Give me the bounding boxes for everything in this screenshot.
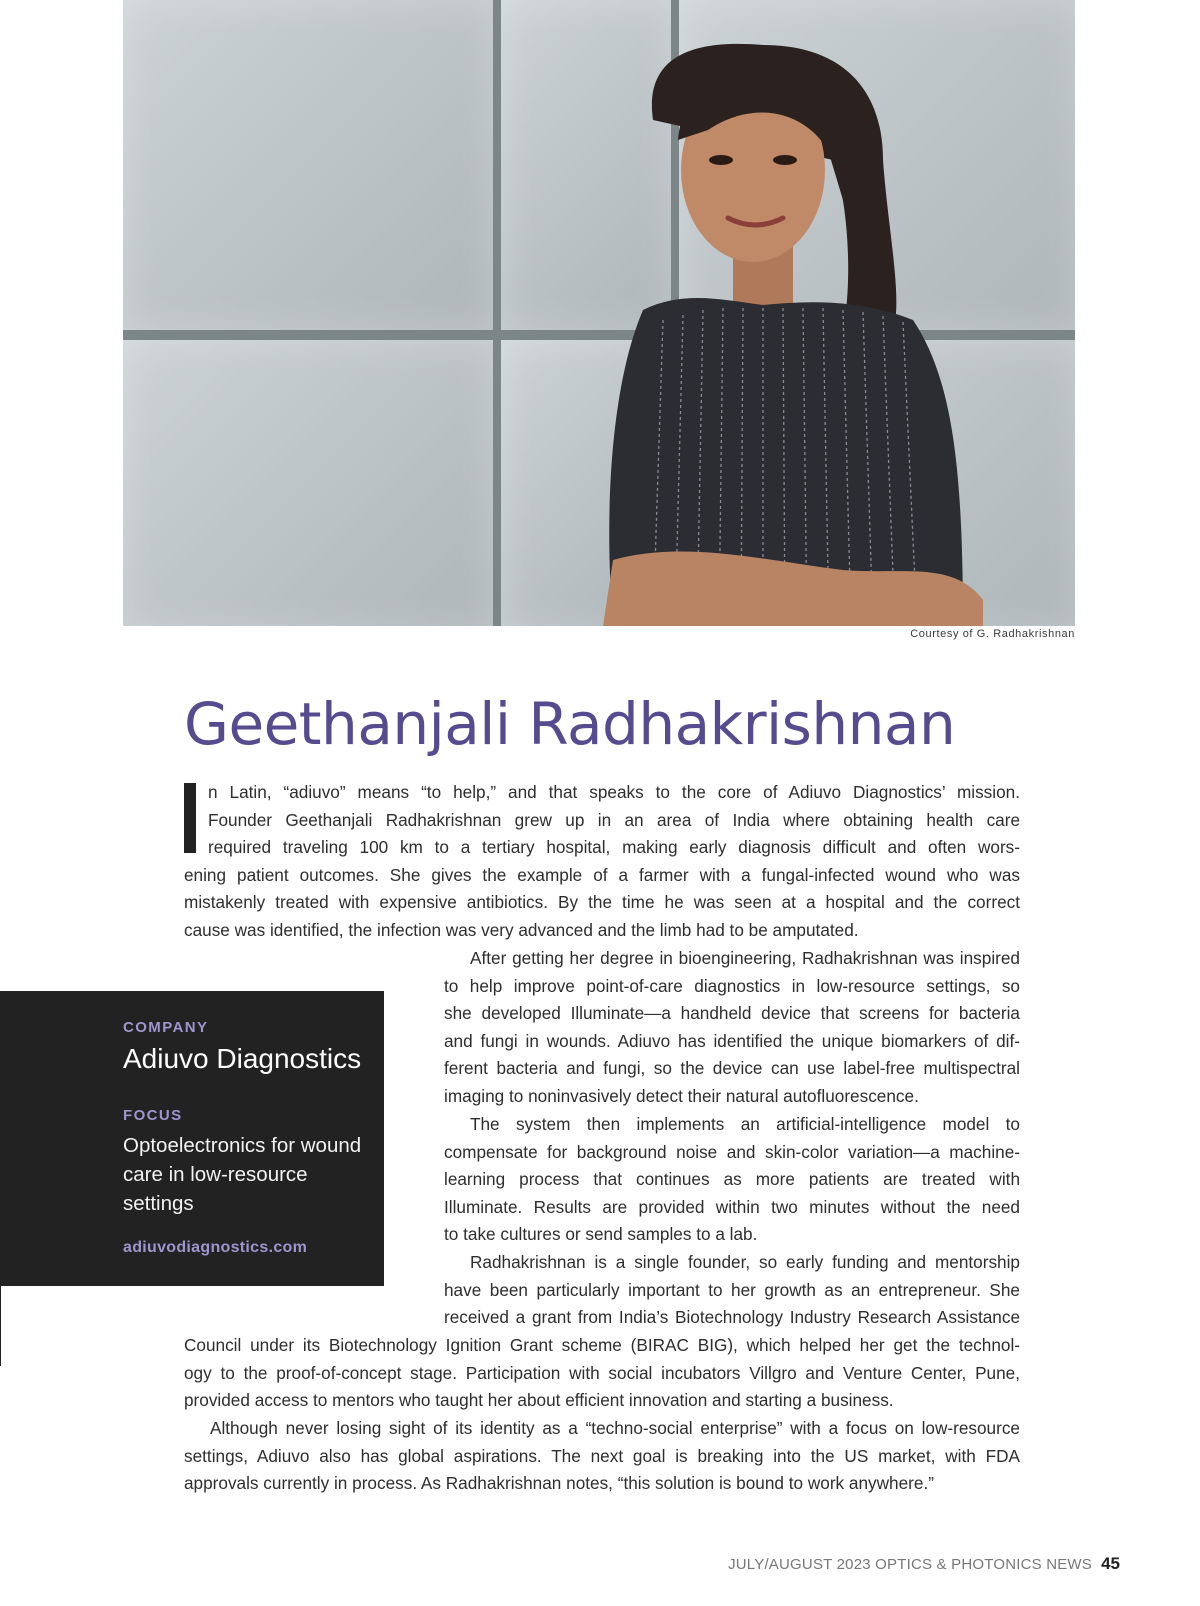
issue-footer: JULY/AUGUST 2023 OPTICS & PHOTONICS NEWS	[728, 1556, 1092, 1573]
text-line: Radhakrishnan is a single founder, so early funding and mentorship	[470, 1252, 1020, 1272]
page-number: 45	[1101, 1554, 1120, 1573]
text-line: ferent bacteria and fungi, so the device can use label-free multispectral	[444, 1058, 1020, 1079]
focus-text: Optoelectronics for wound care in low-resource settings	[123, 1134, 362, 1215]
text-line: approvals currently in process. As Radhakrishnan notes, “this solution is bound to work anywhere.”	[184, 1473, 934, 1494]
text-line: to take cultures or send samples to a lab.	[444, 1224, 758, 1245]
text-line: settings, Adiuvo also has global aspirations. The next goal is breaking into the US market, with FDA	[184, 1445, 1020, 1466]
text-line: and fungi in wounds. Adiuvo has identified the unique biomarkers of dif-	[444, 1030, 1020, 1051]
text-line: After getting her degree in bioengineering, Radhakrishnan was inspired	[470, 948, 1020, 968]
paragraph-4a	[444, 1249, 1020, 1332]
text-line: ogy to the proof-of-concept stage. Participation with social incubators Villgro and Venture Center, Pune,	[184, 1362, 1020, 1383]
text-line: imaging to noninvasively detect their natural autofluorescence.	[444, 1085, 919, 1106]
photo-credit: Courtesy of G. Radhakrishnan	[910, 628, 1075, 640]
paragraph-3	[444, 1111, 1020, 1249]
text-line: she developed Illuminate—a handheld device that screens for bacteria	[444, 1003, 1020, 1024]
text-line: ening patient outcomes. She gives the example of a farmer with a fungal-infected wound who was	[184, 864, 1020, 885]
text-line: have been particularly important to her growth as an entrepreneur. She	[444, 1279, 1020, 1300]
focus-label: FOCUS	[123, 1107, 183, 1124]
text-line: compensate for background noise and skin-color variation—a machine-	[444, 1141, 1020, 1162]
text-line: learning process that continues as more patients are treated with	[444, 1169, 1020, 1190]
company-website-link[interactable]: adiuvodiagnostics.com	[123, 1239, 308, 1256]
text-line: The system then implements an artificial-intelligence model to	[470, 1114, 1020, 1134]
text-line: received a grant from India’s Biotechnology Industry Research Assistance	[444, 1307, 1020, 1328]
text-line: Council under its Biotechnology Ignition Grant scheme (BIRAC BIG), which helped her get the technol-	[184, 1335, 1020, 1355]
text-line: provided access to mentors who taught her about efficient innovation and starting a business.	[184, 1390, 894, 1411]
text-line: mistakenly treated with expensive antibiotics. By the time he was seen at a hospital and the correct	[184, 892, 1020, 913]
paragraph-1	[184, 779, 1020, 945]
text-line: n Latin, “adiuvo” means “to help,” and that speaks to the core of Adiuvo Diagnostics’ mission.	[208, 782, 1020, 802]
text-line: cause was identified, the infection was very advanced and the limb had to be amputated.	[184, 919, 859, 940]
text-line: Founder Geethanjali Radhakrishnan grew up in an area of India where obtaining health care	[208, 809, 1020, 830]
paragraph-5	[184, 1415, 1020, 1498]
text-line: to help improve point-of-care diagnostics in low-resource settings, so	[444, 975, 1020, 996]
divider	[0, 1286, 1, 1366]
company-sidebar	[0, 991, 384, 1286]
person-figure	[123, 0, 1075, 626]
paragraph-4b	[184, 1332, 1020, 1415]
text-line: Illuminate. Results are provided within two minutes without the need	[444, 1196, 1020, 1217]
text-line: required traveling 100 km to a tertiary hospital, making early diagnosis difficult and often wors-	[208, 837, 1020, 858]
paragraph-2	[444, 945, 1020, 1111]
company-name: Adiuvo Diagnostics	[123, 1043, 362, 1074]
portrait-photo	[123, 0, 1075, 626]
page-title: Geethanjali Radhakrishnan	[184, 690, 956, 758]
text-line: Although never losing sight of its identity as a “techno-social enterprise” with a focus on low-resource	[210, 1418, 1020, 1438]
company-label: COMPANY	[123, 1019, 209, 1036]
